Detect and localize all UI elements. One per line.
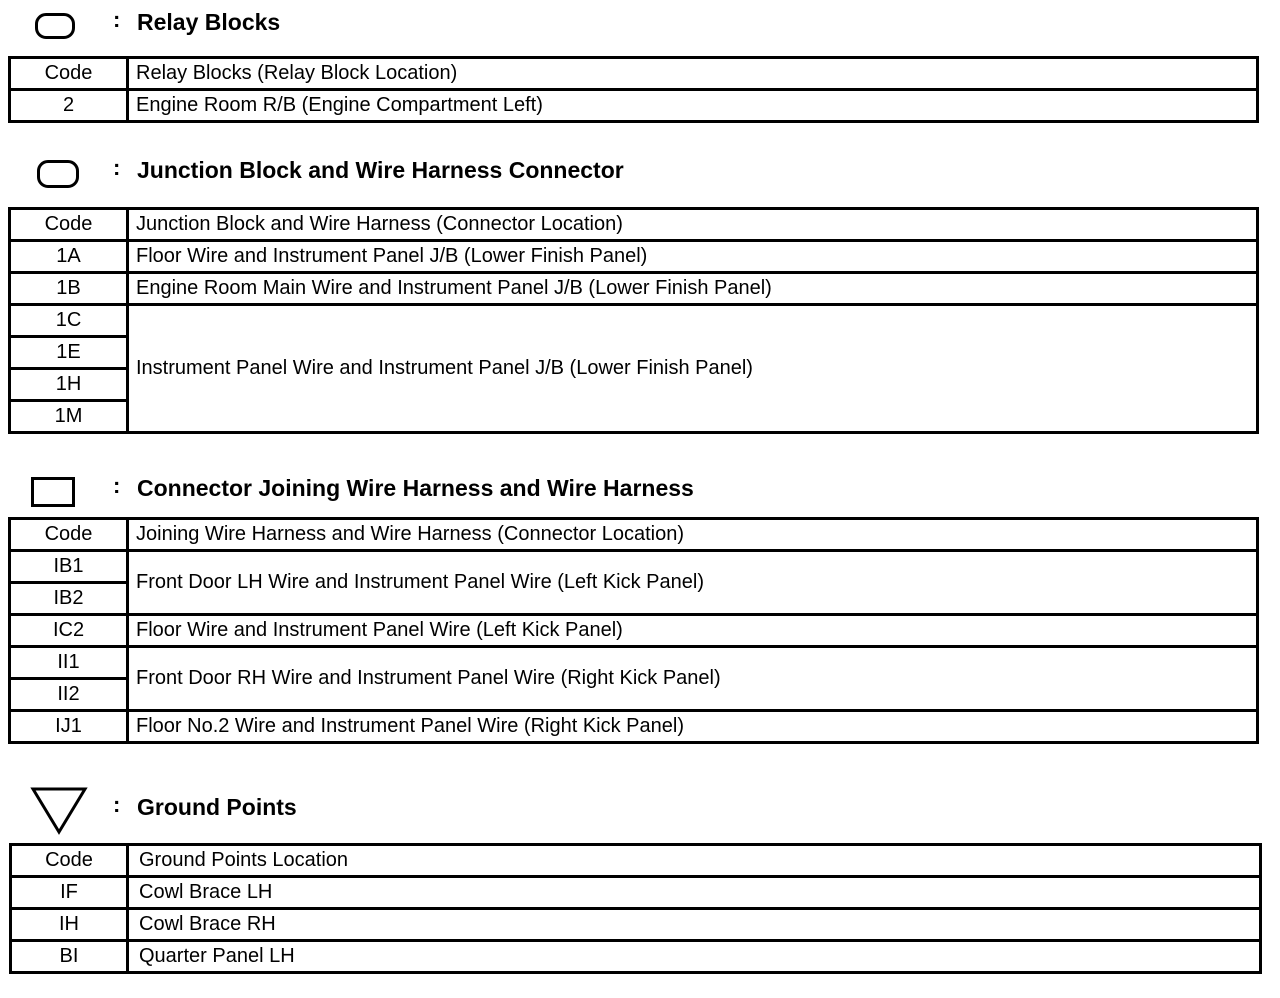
table-header-row [10, 58, 1258, 90]
location-cell: Floor No.2 Wire and Instrument Panel Wire (Right Kick Panel) [128, 711, 1258, 743]
section-title: Junction Block and Wire Harness Connector [137, 157, 624, 183]
code-cell: IC2 [10, 615, 128, 647]
code-header: Code [10, 519, 128, 551]
code-cell: II1 [10, 647, 128, 679]
triangle-down-icon [30, 786, 88, 836]
code-cell: IF [11, 877, 128, 909]
table-row [10, 615, 1258, 647]
location-header: Relay Blocks (Relay Block Location) [128, 58, 1258, 90]
table-row [10, 241, 1258, 273]
code-cell: 1E [10, 337, 128, 369]
location-header: Joining Wire Harness and Wire Harness (Connector Location) [128, 519, 1258, 551]
location-cell: Front Door RH Wire and Instrument Panel Wire (Right Kick Panel) [128, 647, 1258, 711]
location-cell: Front Door LH Wire and Instrument Panel Wire (Left Kick Panel) [128, 551, 1258, 615]
table-header-row [11, 845, 1261, 877]
rounded-rect-icon [35, 13, 75, 39]
code-cell: BI [11, 941, 128, 973]
section-heading-junction-block [0, 152, 1280, 192]
ground-points-table [9, 843, 1262, 974]
table-row [11, 941, 1261, 973]
location-cell: Engine Room R/B (Engine Compartment Left) [128, 90, 1258, 122]
table-row [10, 551, 1258, 583]
section-title: Relay Blocks [137, 9, 281, 35]
table-row [10, 711, 1258, 743]
code-cell: 2 [10, 90, 128, 122]
connector-joining-table [8, 517, 1259, 744]
table-header-row [10, 209, 1258, 241]
location-cell: Cowl Brace LH [128, 877, 1261, 909]
relay-blocks-table [8, 56, 1259, 123]
section-heading-ground-points [0, 786, 1280, 836]
code-cell: 1M [10, 401, 128, 433]
table-row [10, 90, 1258, 122]
location-cell: Floor Wire and Instrument Panel J/B (Lower Finish Panel) [128, 241, 1258, 273]
table-row [10, 647, 1258, 679]
location-header: Junction Block and Wire Harness (Connector Location) [128, 209, 1258, 241]
code-header: Code [10, 58, 128, 90]
rounded-rect-icon [37, 160, 79, 188]
location-header: Ground Points Location [128, 845, 1261, 877]
code-cell: IB2 [10, 583, 128, 615]
heading-colon: : [113, 155, 121, 180]
heading-colon: : [113, 473, 121, 498]
location-cell: Quarter Panel LH [128, 941, 1261, 973]
code-header: Code [10, 209, 128, 241]
location-cell: Cowl Brace RH [128, 909, 1261, 941]
location-cell: Instrument Panel Wire and Instrument Panel J/B (Lower Finish Panel) [128, 305, 1258, 433]
section-title: Ground Points [137, 794, 297, 820]
code-cell: IJ1 [10, 711, 128, 743]
heading-colon: : [113, 792, 121, 817]
code-cell: 1H [10, 369, 128, 401]
code-cell: 1B [10, 273, 128, 305]
section-title: Connector Joining Wire Harness and Wire Harness [137, 475, 694, 501]
table-row [10, 273, 1258, 305]
table-row [10, 305, 1258, 337]
table-header-row [10, 519, 1258, 551]
table-row [11, 877, 1261, 909]
code-cell: 1A [10, 241, 128, 273]
square-icon [31, 477, 75, 507]
code-cell: IH [11, 909, 128, 941]
code-cell: II2 [10, 679, 128, 711]
table-row [11, 909, 1261, 941]
section-heading-relay-blocks [0, 4, 1280, 44]
location-cell: Floor Wire and Instrument Panel Wire (Left Kick Panel) [128, 615, 1258, 647]
junction-block-table [8, 207, 1259, 434]
heading-colon: : [113, 7, 121, 32]
code-cell: IB1 [10, 551, 128, 583]
section-heading-connector-joining [0, 470, 1280, 510]
code-header: Code [11, 845, 128, 877]
code-cell: 1C [10, 305, 128, 337]
location-cell: Engine Room Main Wire and Instrument Panel J/B (Lower Finish Panel) [128, 273, 1258, 305]
